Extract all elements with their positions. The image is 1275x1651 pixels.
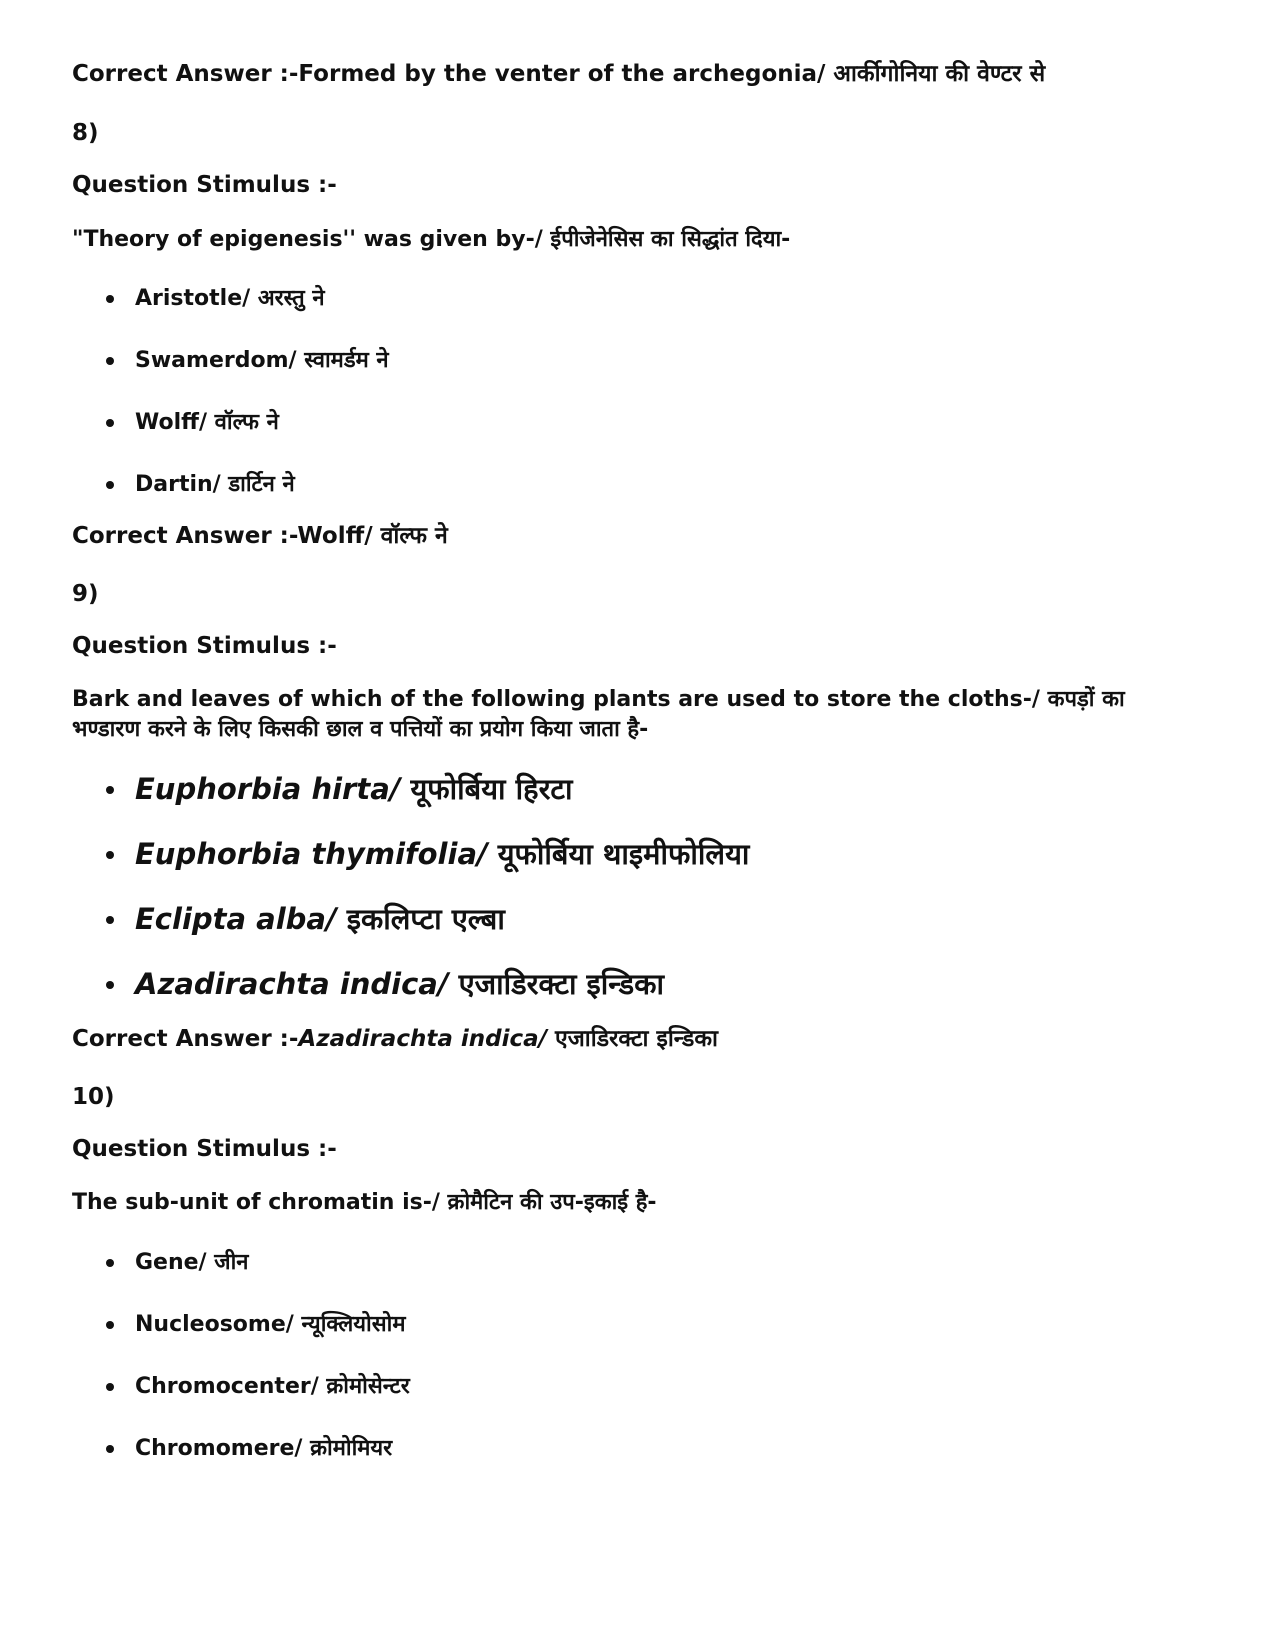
option-item: Nucleosome/ न्यूक्लियोसोम: [72, 1294, 410, 1356]
option-item: Dartin/ डार्टिन ने: [72, 454, 389, 516]
answer-label: Correct Answer :-: [72, 1026, 299, 1052]
option-scientific-name: Eclipta alba/: [135, 902, 337, 936]
stimulus-label: Question Stimulus :-: [72, 633, 337, 659]
correct-answer-q9: [72, 1021, 718, 1053]
question-stimulus: "Theory of epigenesis'' was given by-/ ईपीजेनेसिस का सिद्धांत दिया-: [72, 227, 791, 252]
option-item: Gene/ जीन: [72, 1232, 410, 1294]
option-item: Swamerdom/ स्वामर्डम ने: [72, 330, 389, 392]
option-list: [72, 757, 749, 1017]
option-scientific-name: Euphorbia thymifolia/: [135, 837, 488, 871]
option-item: Chromocenter/ क्रोमोसेन्टर: [72, 1356, 410, 1418]
option-hindi: इकलिप्टा एल्बा: [336, 902, 505, 936]
option-item: [72, 757, 749, 822]
stimulus-label: Question Stimulus :-: [72, 1136, 337, 1162]
option-hindi: यूफोर्बिया हिरटा: [400, 772, 573, 806]
option-item: Aristotle/ अरस्तु ने: [72, 268, 389, 330]
option-list: [72, 1232, 410, 1480]
option-list: [72, 268, 389, 516]
option-item: [72, 822, 749, 887]
question-number: 10): [72, 1084, 115, 1110]
question-stimulus: [72, 685, 1202, 745]
option-scientific-name: Azadirachta indica/: [135, 967, 449, 1001]
option-item: Chromomere/ क्रोमोमियर: [72, 1418, 410, 1480]
answer-label: Correct Answer :-: [72, 523, 298, 549]
question-number: 9): [72, 581, 99, 607]
option-item: Wolff/ वॉल्फ ने: [72, 392, 389, 454]
option-hindi: एजाडिरक्टा इन्डिका: [448, 967, 664, 1001]
answer-text: Wolff/ वॉल्फ ने: [297, 523, 448, 549]
answer-text: Formed by the venter of the archegonia/ आर्कीगोनिया की वेण्टर से: [298, 61, 1046, 87]
option-item: [72, 952, 749, 1017]
answer-label: Correct Answer :-: [72, 61, 299, 87]
answer-scientific-name: Azadirachta indica/: [298, 1026, 548, 1052]
question-stimulus: The sub-unit of chromatin is-/ क्रोमैटिन की उप-इकाई है-: [72, 1190, 657, 1215]
stimulus-label: Question Stimulus :-: [72, 172, 337, 198]
correct-answer-q7: [72, 56, 1045, 88]
question-number: 8): [72, 120, 99, 146]
correct-answer-q8: [72, 518, 448, 550]
stimulus-line: Bark and leaves of which of the following plants are used to store the cloths-/ कपड़ों का: [72, 687, 1125, 712]
option-hindi: यूफोर्बिया थाइमीफोलिया: [487, 837, 750, 871]
option-item: [72, 887, 749, 952]
stimulus-line: भण्डारण करने के लिए किसकी छाल व पत्तियों का प्रयोग किया जाता है-: [72, 717, 649, 742]
answer-hindi: एजाडिरक्टा इन्डिका: [547, 1026, 718, 1052]
option-scientific-name: Euphorbia hirta/: [135, 772, 401, 806]
